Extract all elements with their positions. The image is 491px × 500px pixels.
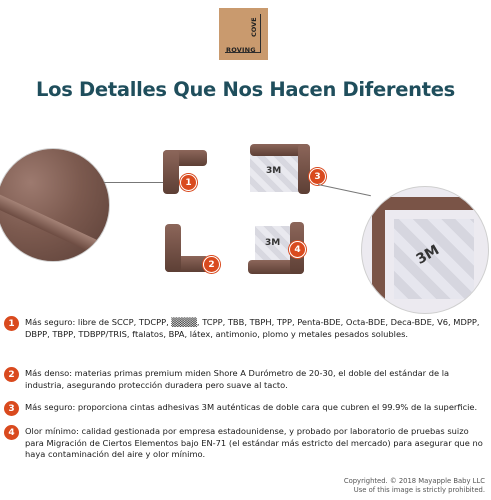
- corner-arm: [165, 224, 181, 272]
- copyright-line-2: Use of this image is strictly prohibited.: [353, 486, 485, 494]
- corner-arm: [163, 150, 179, 194]
- feature-number: 2: [4, 367, 19, 382]
- feature-text: Más denso: materias primas premium miden Shore A Durómetro de 20-30, el doble del estándar de la industria, asegurando protección duradera pero suave al tacto.: [25, 368, 450, 390]
- feature-text: Más seguro: proporciona cintas adhesivas 3M auténticas de doble cara que cubren el 99.9% de la superficie.: [25, 402, 478, 412]
- corner-guard-3: [250, 144, 310, 194]
- corner-arm: [298, 144, 310, 194]
- feature-number: 3: [4, 401, 19, 416]
- copyright-line-1: Copyrighted. © 2018 Mayapple Baby LLC: [343, 477, 485, 485]
- badge-1: 1: [180, 174, 197, 191]
- logo-text-roving: ROVING: [226, 46, 256, 54]
- brand-logo: [219, 8, 268, 60]
- logo-text-cove: COVE: [250, 17, 258, 37]
- zoom-detail-edge: [0, 148, 110, 262]
- page-title: Los Detalles Que Nos Hacen Diferentes: [36, 78, 455, 101]
- badge-4: 4: [289, 241, 306, 258]
- feature-number: 4: [4, 425, 19, 440]
- copyright-notice: [344, 477, 485, 495]
- badge-2: 2: [203, 256, 220, 273]
- feature-text: Olor mínimo: calidad gestionada por empresa estadounidense, y probado por laboratorio de pruebas suizo para Migración de Ciertos Elementos bajo EN-71 (el estándar más estricto del mercado) para asegurar que no haya contaminación del aire y olor mínimo.: [25, 426, 483, 459]
- feature-text: Más seguro: libre de SCCP, TDCPP, ▒▒▒▒, TCPP, TBB, TBPH, TPP, Penta-BDE, Octa-BDE, Deca-BDE, V6, MDPP, DBPP, TBPP, TDBPP/TRIS, ftalatos, BPA, látex, antimonio, plomo y metales pesados solubles.: [25, 317, 480, 339]
- zoom-tape-brand: 3M: [413, 242, 443, 268]
- feature-number: 1: [4, 316, 19, 331]
- guide-line-left: [104, 182, 166, 183]
- tape-brand: 3M: [265, 238, 281, 248]
- tape-brand: 3M: [266, 166, 282, 176]
- zoom-detail-corner: [361, 186, 489, 314]
- badge-3: 3: [309, 168, 326, 185]
- zoom-edge-surface: [0, 195, 110, 262]
- guide-line-right: [318, 184, 371, 196]
